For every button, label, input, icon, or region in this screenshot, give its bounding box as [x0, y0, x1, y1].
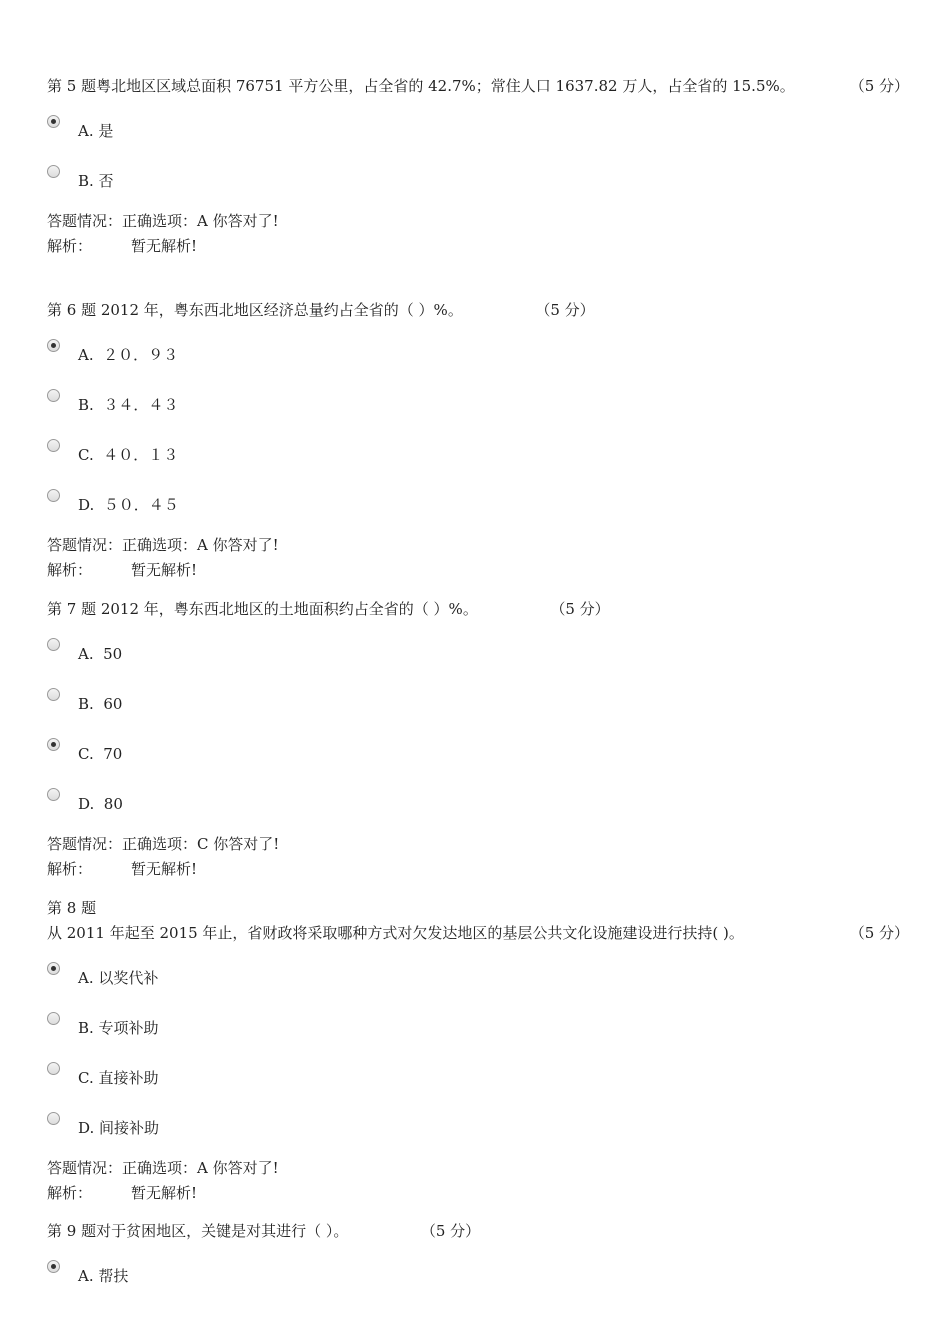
- analysis-label: 解析：: [47, 561, 93, 579]
- question-text: 从 2011 年起至 2015 年止，省财政将采取哪种方式对欠发达地区的基层公共文化设施建设进行扶持( )。: [47, 924, 744, 942]
- option-label: B. 专项补助: [78, 1019, 159, 1037]
- answer-result: [47, 832, 909, 857]
- option-label: A. 帮扶: [78, 1267, 129, 1285]
- question-8: [47, 896, 909, 1206]
- option-d[interactable]: [47, 782, 909, 832]
- radio-button[interactable]: [47, 1062, 60, 1075]
- option-b[interactable]: [47, 682, 909, 732]
- question-text: 第 5 题粤北地区区域总面积 76751 平方公里，占全省的 42.7%；常住人口 1637.82 万人，占全省的 15.5%。: [47, 77, 795, 95]
- option-label: C. 直接补助: [78, 1069, 159, 1087]
- analysis-value: 暂无解析!: [131, 561, 198, 579]
- radio-button[interactable]: [47, 1260, 60, 1273]
- radio-button[interactable]: [47, 489, 60, 502]
- option-d[interactable]: [47, 1106, 909, 1156]
- radio-button[interactable]: [47, 389, 60, 402]
- analysis-label: 解析：: [47, 860, 93, 878]
- option-label: B. 否: [78, 172, 114, 190]
- radio-button[interactable]: [47, 1012, 60, 1025]
- question-score: （5 分）: [428, 1222, 481, 1240]
- radio-button[interactable]: [47, 738, 60, 751]
- option-a[interactable]: [47, 333, 909, 383]
- result-value: 正确选项：A 你答对了!: [122, 1159, 279, 1177]
- radio-button[interactable]: [47, 439, 60, 452]
- question-stem: [47, 74, 909, 99]
- analysis-value: 暂无解析!: [131, 237, 198, 255]
- answer-analysis: [47, 1181, 909, 1206]
- option-c[interactable]: [47, 433, 909, 483]
- result-label: 答题情况：: [47, 536, 123, 554]
- option-label: C. ４０．１３: [78, 446, 179, 464]
- option-label: A. ２０．９３: [78, 346, 179, 364]
- question-score: （5 分）: [557, 600, 610, 618]
- analysis-value: 暂无解析!: [131, 860, 198, 878]
- option-c[interactable]: [47, 732, 909, 782]
- result-value: 正确选项：C 你答对了!: [122, 835, 280, 853]
- question-score: （5 分）: [542, 301, 595, 319]
- option-a[interactable]: [47, 956, 909, 1006]
- option-a[interactable]: [47, 632, 909, 682]
- question-text: 第 6 题 2012 年，粤东西北地区经济总量约占全省的（ ）%。: [47, 301, 463, 319]
- result-label: 答题情况：: [47, 1159, 123, 1177]
- option-c[interactable]: [47, 1056, 909, 1106]
- answer-analysis: [47, 234, 909, 259]
- question-9: [47, 1219, 909, 1304]
- result-value: 正确选项：A 你答对了!: [122, 212, 279, 230]
- radio-button[interactable]: [47, 638, 60, 651]
- option-list: [47, 109, 909, 209]
- option-b[interactable]: [47, 383, 909, 433]
- result-label: 答题情况：: [47, 835, 123, 853]
- answer-analysis: [47, 558, 909, 583]
- option-list: [47, 333, 909, 533]
- radio-button[interactable]: [47, 962, 60, 975]
- question-score: （5 分）: [849, 924, 909, 942]
- radio-button[interactable]: [47, 339, 60, 352]
- analysis-label: 解析：: [47, 237, 93, 255]
- answer-analysis: [47, 857, 909, 882]
- answer-result: [47, 533, 909, 558]
- option-a[interactable]: [47, 1254, 909, 1304]
- option-label: D. 间接补助: [78, 1119, 160, 1137]
- option-b[interactable]: [47, 159, 909, 209]
- option-label: C. 70: [78, 745, 123, 763]
- radio-button[interactable]: [47, 688, 60, 701]
- option-label: D. 80: [78, 795, 123, 813]
- option-a[interactable]: [47, 109, 909, 159]
- option-list: [47, 956, 909, 1156]
- question-stem: [47, 921, 909, 946]
- question-stem: [47, 1219, 909, 1244]
- question-6: [47, 298, 909, 583]
- answer-result: [47, 209, 909, 234]
- result-label: 答题情况：: [47, 212, 123, 230]
- question-stem: [47, 597, 909, 622]
- analysis-label: 解析：: [47, 1184, 93, 1202]
- radio-button[interactable]: [47, 788, 60, 801]
- question-text: 第 9 题对于贫困地区，关键是对其进行（ ）。: [47, 1222, 349, 1240]
- option-label: B. ３４．４３: [78, 396, 179, 414]
- question-text: 第 7 题 2012 年，粤东西北地区的土地面积约占全省的（ ）%。: [47, 600, 478, 618]
- analysis-value: 暂无解析!: [131, 1184, 198, 1202]
- question-score: （5 分）: [849, 77, 909, 95]
- radio-button[interactable]: [47, 115, 60, 128]
- option-label: D. ５０．４５: [78, 496, 179, 514]
- question-title: 第 8 题: [47, 899, 97, 917]
- option-label: A. 以奖代补: [78, 969, 159, 987]
- option-label: B. 60: [78, 695, 123, 713]
- question-5: [47, 74, 909, 259]
- option-label: A. 是: [78, 122, 114, 140]
- result-value: 正确选项：A 你答对了!: [122, 536, 279, 554]
- answer-result: [47, 1156, 909, 1181]
- option-label: A. 50: [78, 645, 123, 663]
- radio-button[interactable]: [47, 165, 60, 178]
- question-7: [47, 597, 909, 882]
- question-stem: [47, 298, 909, 323]
- option-list: [47, 632, 909, 832]
- option-list: [47, 1254, 909, 1304]
- option-b[interactable]: [47, 1006, 909, 1056]
- radio-button[interactable]: [47, 1112, 60, 1125]
- option-d[interactable]: [47, 483, 909, 533]
